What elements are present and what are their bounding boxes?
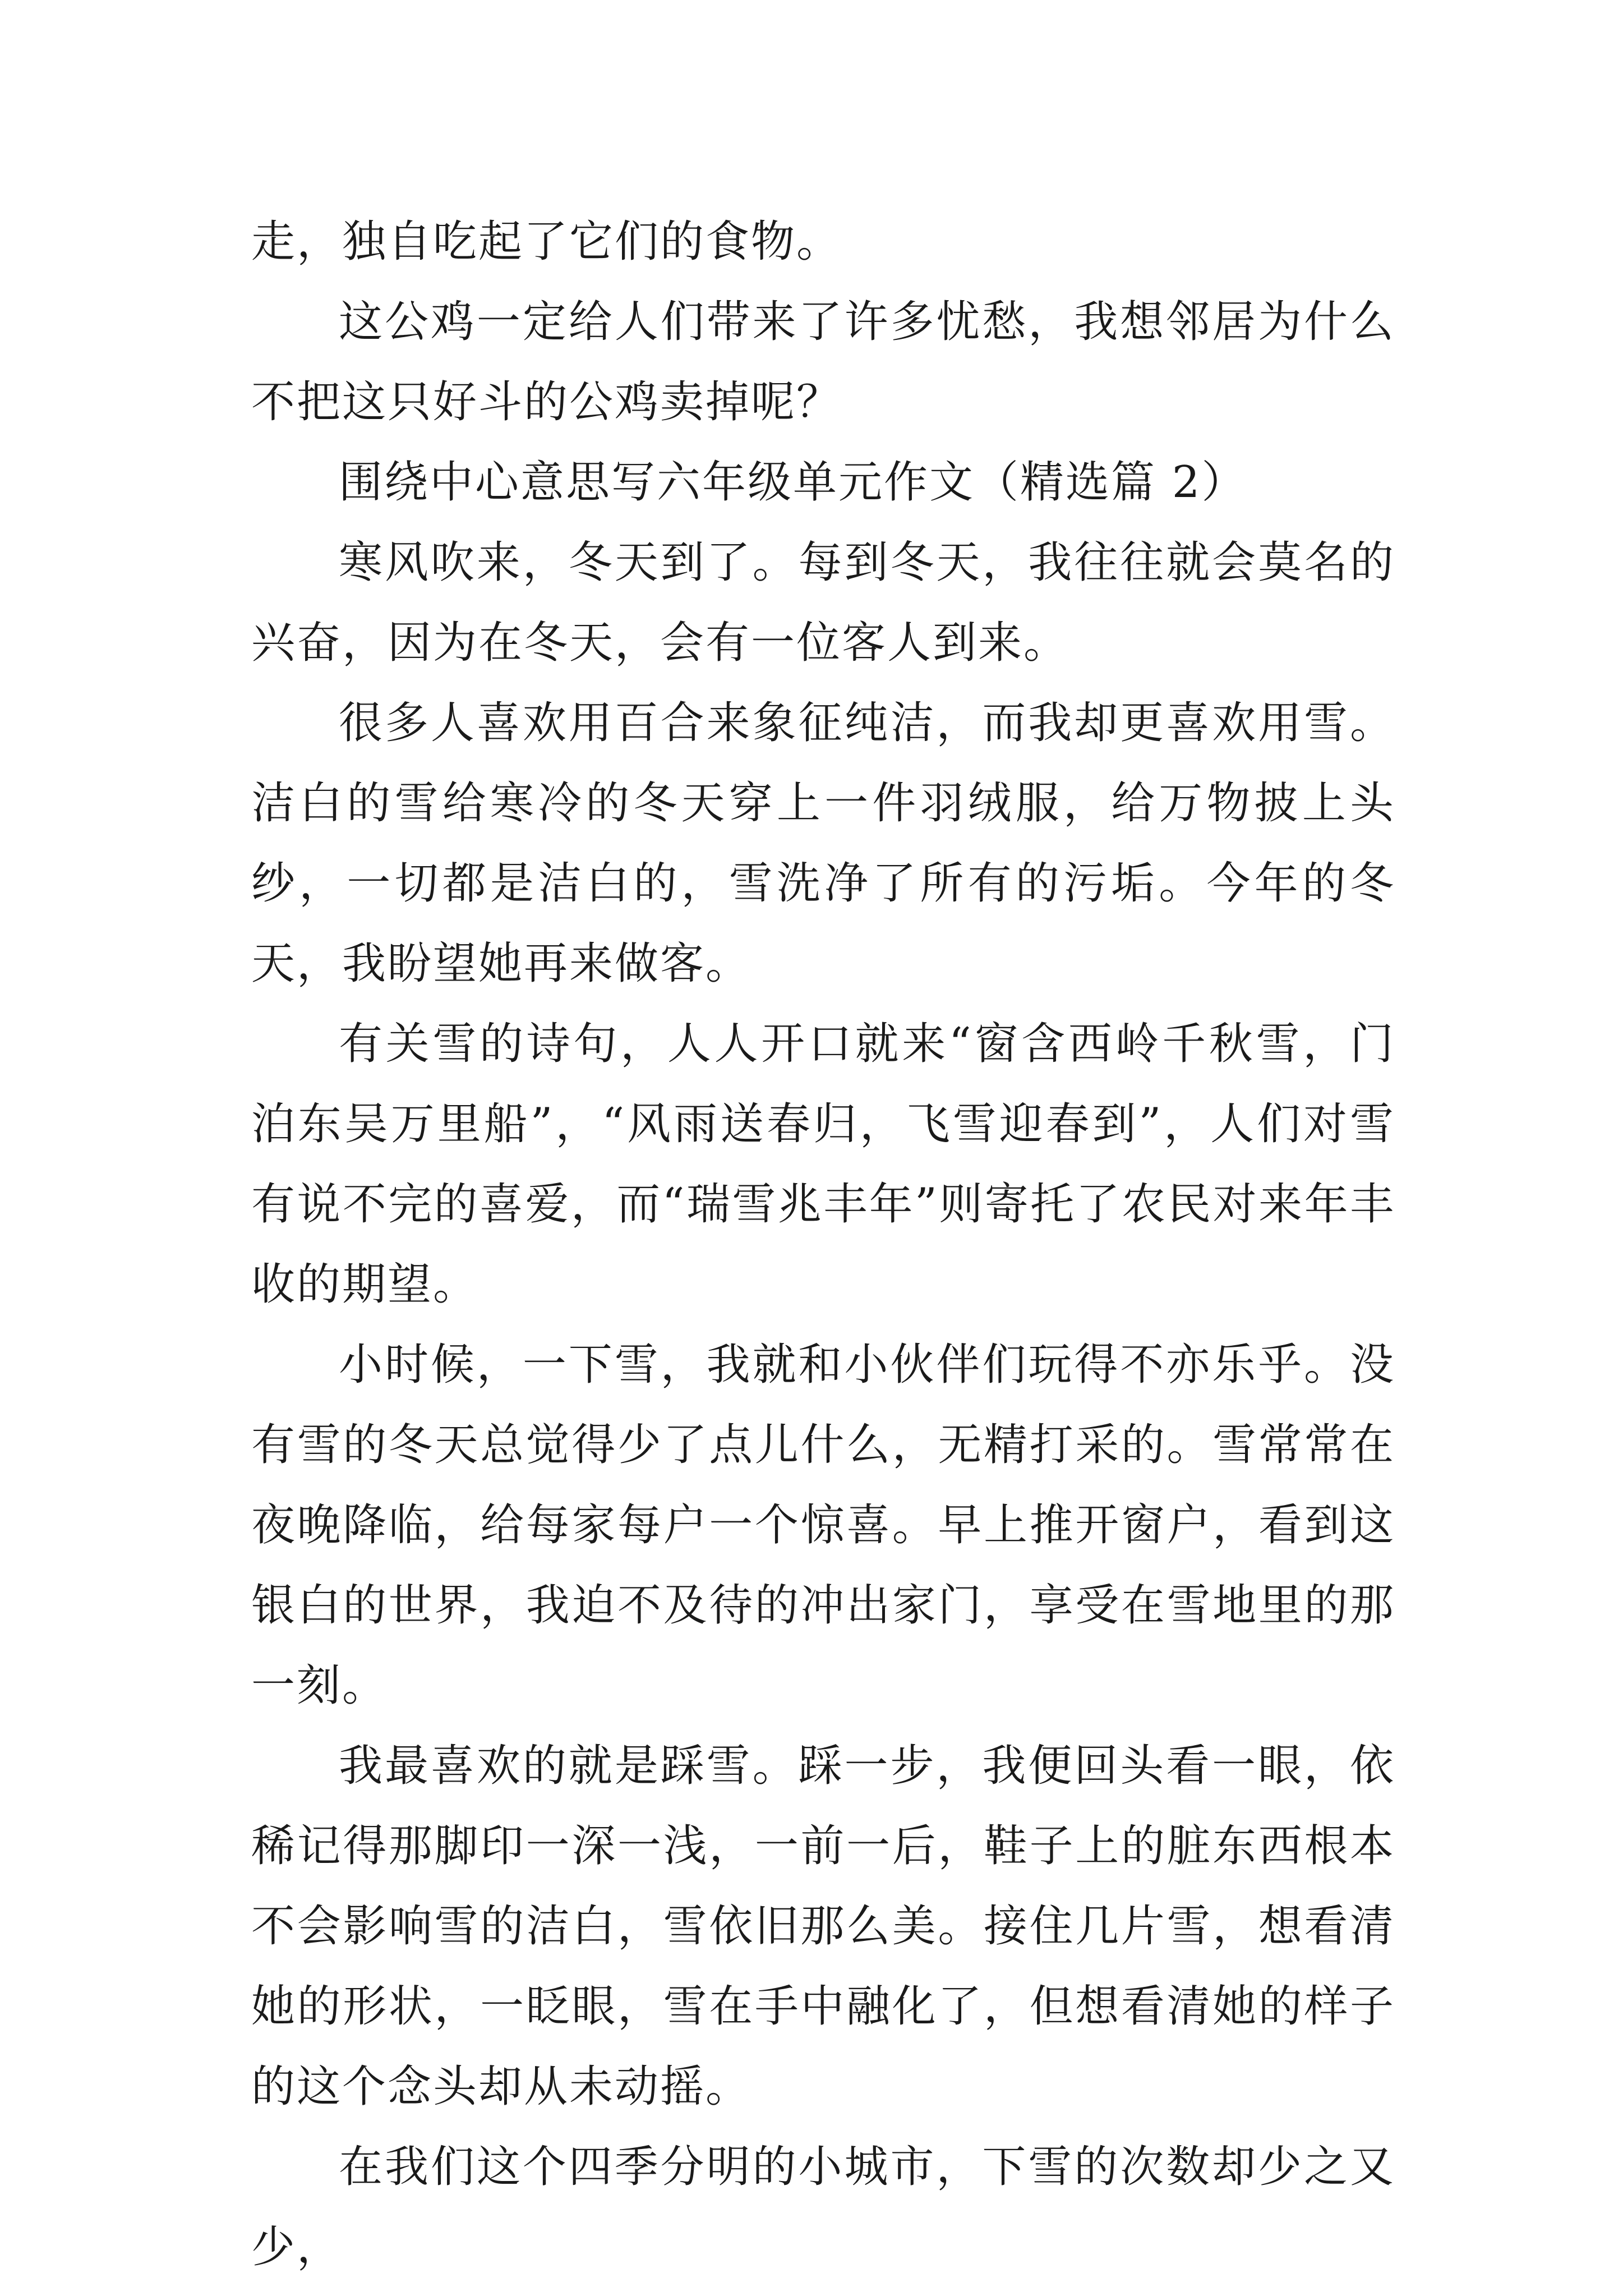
paragraph: 小时候，一下雪，我就和小伙伴们玩得不亦乐乎。没有雪的冬天总觉得少了点儿什么，无精打采的。雪常常在夜晚降临，给每家每户一个惊喜。早上推开窗户，看到这银白的世界，我迫不及待的冲出家门，享受在雪地里的那一刻。 [251,1340,1395,1711]
paragraph: 这公鸡一定给人们带来了许多忧愁，我想邻居为什么不把这只好斗的公鸡卖掉呢？ [251,297,1395,427]
paragraph: 在我们这个四季分明的小城市，下雪的次数却少之又少， [251,2142,1395,2272]
essay-body [251,202,1395,2288]
paragraph: 有关雪的诗句，人人开口就来“窗含西岭千秋雪，门泊东吴万里船”，“风雨送春归，飞雪迎春到”，人们对雪有说不完的喜爱，而“瑞雪兆丰年”则寄托了农民对来年丰收的期望。 [251,1019,1395,1310]
paragraph: 很多人喜欢用百合来象征纯洁，而我却更喜欢用雪。洁白的雪给寒冷的冬天穿上一件羽绒服，给万物披上头纱，一切都是洁白的，雪洗净了所有的污垢。今年的冬天，我盼望她再来做客。 [251,698,1395,989]
paragraph: 我最喜欢的就是踩雪。踩一步，我便回头看一眼，依稀记得那脚印一深一浅，一前一后，鞋子上的脏东西根本不会影响雪的洁白，雪依旧那么美。接住几片雪，想看清她的形状，一眨眼，雪在手中融化了，但想看清她的样子的这个念头却从未动摇。 [251,1741,1395,2112]
paragraph: 寒风吹来，冬天到了。每到冬天，我往往就会莫名的兴奋，因为在冬天，会有一位客人到来。 [251,537,1395,668]
essay-heading: 围绕中心意思写六年级单元作文（精选篇 2） [339,457,1247,508]
paragraph-continuation: 走，独自吃起了它们的食物。 [251,217,842,267]
